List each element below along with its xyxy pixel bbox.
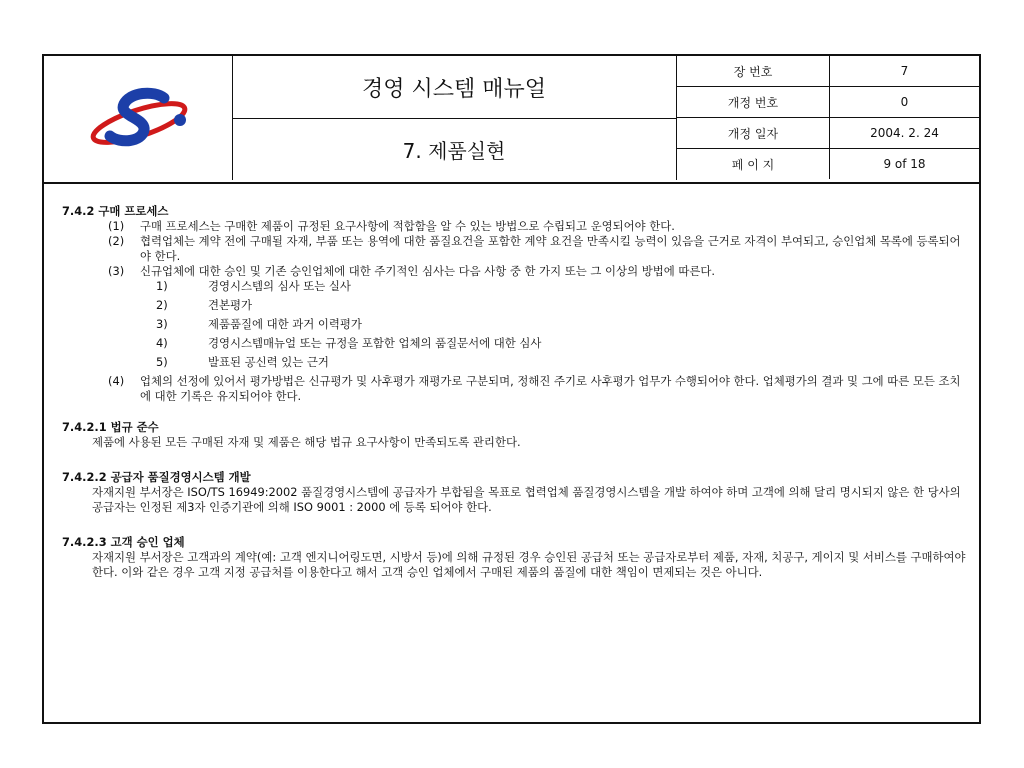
meta-value: 7	[900, 64, 909, 78]
manual-title: 경영 시스템 매뉴얼	[232, 56, 677, 119]
company-logo-icon	[44, 56, 232, 180]
list-item	[62, 234, 967, 264]
subitem-number: 3)	[156, 317, 168, 331]
meta-label: 페 이 지	[677, 149, 830, 179]
section-heading: 7.4.2.3 고객 승인 업체	[62, 535, 185, 549]
section-title: 7. 제품실현	[232, 119, 677, 180]
sub-list-item	[62, 317, 967, 336]
list-item	[62, 374, 967, 404]
meta-label: 개정 번호	[677, 87, 830, 117]
subitem-text: 경영시스템의 심사 또는 실사	[208, 279, 351, 293]
document-meta-table	[677, 56, 979, 180]
subitem-number: 1)	[156, 279, 168, 293]
item-text: 협력업체는 계약 전에 구매될 자재, 부품 또는 용역에 대한 품질요건을 포함한 계약 요건을 만족시킬 능력이 있음을 근거로 자격이 부여되고, 승인업체 목록에 등록되어야 한다.	[140, 234, 961, 263]
subitem-text: 견본평가	[208, 298, 253, 312]
subitem-number: 2)	[156, 298, 168, 312]
meta-row-page	[677, 149, 979, 179]
list-item	[62, 264, 967, 279]
meta-value: 9 of 18	[883, 157, 926, 171]
section-heading: 7.4.2.1 법규 준수	[62, 420, 159, 434]
item-number: (2)	[108, 234, 125, 248]
document-frame	[42, 54, 981, 724]
meta-value: 2004. 2. 24	[870, 126, 939, 140]
subitem-text: 경영시스템매뉴얼 또는 규정을 포함한 업체의 품질문서에 대한 심사	[208, 336, 542, 350]
meta-label: 장 번호	[677, 56, 830, 86]
meta-row-revision	[677, 87, 979, 118]
sub-list-item	[62, 355, 967, 374]
sub-list-item	[62, 336, 967, 355]
meta-row-chapter	[677, 56, 979, 87]
sub-list-item	[62, 298, 967, 317]
section-paragraph: 제품에 사용된 모든 구매된 자재 및 제품은 해당 법규 요구사항이 만족되도록 관리한다.	[92, 435, 521, 449]
section-paragraph: 자재지원 부서장은 고객과의 계약(예: 고객 엔지니어링도면, 시방서 등)에 의해 규정된 경우 승인된 공급처 또는 공급자로부터 제품, 자재, 치공구, 게이지 및 서비스를 구매하여야 한다. 이와 같은 경우 고객 지정 공급처를 이용한다고 해서 고객 승인 업체에서 구매된 제품의 품질에 대한 책임이 면제되는 것은 아니다.	[92, 550, 966, 579]
sub-list-item	[62, 279, 967, 298]
subitem-number: 4)	[156, 336, 168, 350]
document-header	[44, 56, 979, 184]
item-text: 구매 프로세스는 구매한 제품이 규정된 요구사항에 적합함을 알 수 있는 방법으로 수립되고 운영되어야 한다.	[140, 219, 675, 233]
section-paragraph: 자재지원 부서장은 ISO/TS 16949:2002 품질경영시스템에 공급자가 부합됨을 목표로 협력업체 품질경영시스템을 개발 하여야 하며 고객에 의해 달리 명시되지 않은 한 당사의 공급자는 인정된 제3자 인증기관에 의해 ISO 9001 : 2000 에 등록 되어야 한다.	[92, 485, 961, 514]
subitem-text: 발표된 공신력 있는 근거	[208, 355, 329, 369]
list-item	[62, 219, 967, 234]
subitem-number: 5)	[156, 355, 168, 369]
section-heading: 7.4.2.2 공급자 품질경영시스템 개발	[62, 470, 251, 484]
meta-label: 개정 일자	[677, 118, 830, 148]
item-number: (3)	[108, 264, 125, 278]
item-text: 신규업체에 대한 승인 및 기존 승인업체에 대한 주기적인 심사는 다음 사항 중 한 가지 또는 그 이상의 방법에 따른다.	[140, 264, 715, 278]
meta-row-revision-date	[677, 118, 979, 149]
document-content	[62, 204, 967, 580]
subitem-text: 제품품질에 대한 과거 이력평가	[208, 317, 362, 331]
item-text: 업체의 선정에 있어서 평가방법은 신규평가 및 사후평가 재평가로 구분되며, 정해진 주기로 사후평가 업무가 수행되어야 한다. 업체평가의 결과 및 그에 따른 모든 조치에 대한 기록은 유지되어야 한다.	[140, 374, 961, 403]
meta-value: 0	[900, 95, 909, 109]
section-heading: 7.4.2 구매 프로세스	[62, 204, 169, 218]
item-number: (1)	[108, 219, 125, 233]
logo-cell	[44, 56, 233, 180]
item-number: (4)	[108, 374, 125, 388]
